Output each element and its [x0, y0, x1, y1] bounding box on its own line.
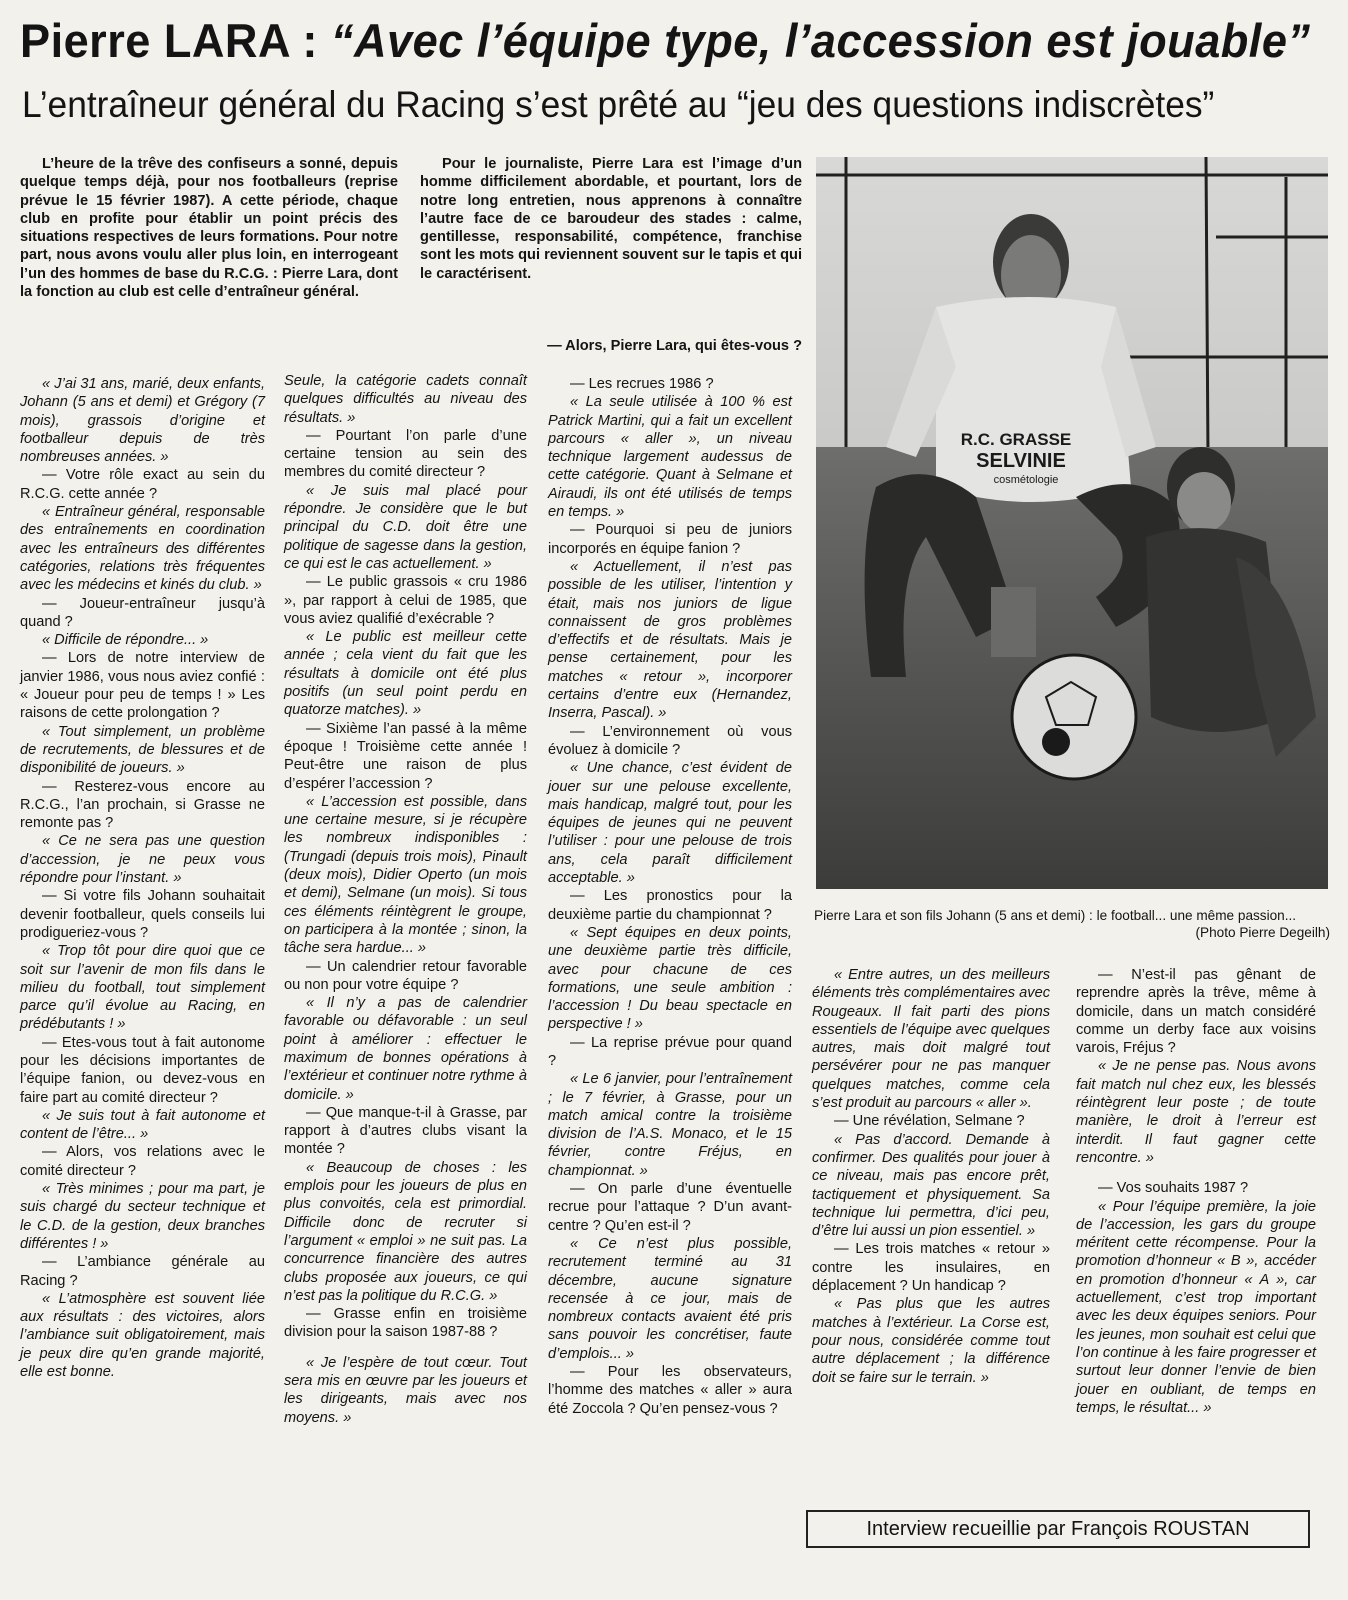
answer-paragraph: « Difficile de répondre... »: [42, 632, 209, 649]
question-paragraph: — L’environnement où vous évoluez à domicile ?: [548, 723, 792, 758]
question-paragraph: — Pourtant l’on parle d’une certaine tension au sein des membres du comité directeur ?: [284, 427, 527, 481]
answer-paragraph: « Le 6 janvier, pour l’entraînement ; le 7 février, à Grasse, pour un match amical contre la troisième division de l’A.S. Monaco, et le 15 février, contre Fréjus, en championnat. »: [548, 1071, 792, 1179]
question-paragraph: — Etes-vous tout à fait autonome pour les décisions importantes de l’équipe fanion, ou devez-vous en faire part au comité directeur ?: [20, 1034, 265, 1106]
answer-paragraph: « Je ne pense pas. Nous avons fait match nul chez eux, les blessés réintègrent leur poste ; de toute manière, le droit à l’erreur est interdit. Il faut gagner cette rencontre. »: [1076, 1058, 1316, 1166]
answer-paragraph: « L’accession est possible, dans une certaine mesure, si je récupère les nombreux indisponibles : (Trungadi (depuis trois mois), Pinault (deux mois), Didier Operto (un mois et demi), Selmane (un mois). Si tous ces éléments réintègrent le groupe, on participera à la montée ; sinon, la tâche sera hardue... »: [284, 793, 527, 957]
answer-paragraph: « Ce ne sera pas une question d’accession, je ne peux vous répondre pour l’instant. »: [20, 833, 265, 887]
answer-paragraph: « Je suis tout à fait autonome et content de l’être... »: [20, 1107, 265, 1143]
text-column-2: [284, 372, 527, 1427]
answer-paragraph: « L’atmosphère est souvent liée aux résultats : des victoires, alors l’ambiance suit obligatoirement, mais je peux dire qu’en grande majorité, elle est bonne.: [20, 1290, 265, 1381]
answer-paragraph: « Actuellement, il n’est pas possible de les utiliser, l’intention y était, mais nos juniors de ligue connaissent de gros problèmes d’effectifs et de résultats. Mais je pense certainement, pour les matches « retour », incorporer certains d’entre eux (Hernandez, Inserra, Pascal). »: [548, 558, 792, 722]
answer-paragraph: « Trop tôt pour dire quoi que ce soit sur l’avenir de mon fils dans le milieu du football, tout simplement parce qu’il évolue au Racing, en prédébutants ! »: [20, 943, 265, 1033]
subtitle: L’entraîneur général du Racing s’est prêté au “jeu des questions indiscrètes”: [22, 84, 1215, 125]
question-paragraph: — Si votre fils Johann souhaitait devenir footballeur, quels conseils lui prodigueriez-vous ?: [20, 888, 265, 941]
headline: [20, 6, 1311, 76]
answer-paragraph: « Beaucoup de choses : les emplois pour les joueurs de plus en plus convoités, cela est primordial. Difficile donc de recruter si l’argument « emploi » ne suit pas. La concurrence financière des autres clubs proposée aux joueurs, ce qui n’est pas la politique du R.C.G. »: [284, 1159, 527, 1304]
jersey-text-2: SELVINIE: [976, 450, 1066, 472]
answer-paragraph: « Je l’espère de tout cœur. Tout sera mis en œuvre par les joueurs et les dirigeants, mais avec nos moyens. »: [284, 1354, 527, 1426]
question-paragraph: — N’est-il pas gênant de reprendre après la trêve, même à domicile, dans un match considéré comme un derby face aux voisins varois, Fréjus ?: [1076, 967, 1316, 1057]
question-paragraph: — Grasse enfin en troisième division pour la saison 1987-88 ?: [284, 1306, 527, 1341]
question-paragraph: — Les trois matches « retour » contre les insulaires, en déplacement ? Un handicap ?: [812, 1241, 1050, 1295]
answer-paragraph: « Pas plus que les autres matches à l’extérieur. La Corse est, pour nous, considérée comme tout autre déplacement ; la différence doit se faire sur le terrain. »: [812, 1296, 1050, 1386]
question-paragraph: — La reprise prévue pour quand ?: [548, 1034, 792, 1069]
text-column-1: [20, 375, 265, 1381]
question-paragraph: — Lors de notre interview de janvier 1986, vous nous aviez confié : « Joueur pour peu de temps ! » Les raisons de cette prolongation ?: [20, 650, 265, 722]
headline-name: Pierre LARA :: [20, 14, 331, 67]
intro-right: [420, 155, 802, 283]
answer-paragraph: « Je suis mal placé pour répondre. Je considère que le but principal du C.D. doit être une politique de sagesse dans la gestion, ce qui est le cas actuellement. »: [284, 482, 527, 572]
answer-paragraph: « Sept équipes en deux points, une deuxième partie très difficile, avec pour chacune de ces formations, une seule ambition : l’accession ! Du beau spectacle en perspective ! »: [548, 924, 792, 1033]
answer-paragraph: « Il n’y a pas de calendrier favorable ou défavorable : un seul point à améliorer : effectuer le maximum de bonnes opérations à l’extérieur et continuer notre rythme à domicile. »: [284, 995, 527, 1103]
question-paragraph: — Les recrues 1986 ?: [570, 376, 714, 392]
byline-box: [806, 1510, 1310, 1548]
question-paragraph: — Vos souhaits 1987 ?: [1098, 1180, 1249, 1197]
question-paragraph: — Que manque-t-il à Grasse, par rapport à d’autres clubs visant la montée ?: [284, 1104, 527, 1158]
question-paragraph: — Joueur-entraîneur jusqu’à quand ?: [20, 595, 265, 630]
question-paragraph: — L’ambiance générale au Racing ?: [20, 1254, 265, 1289]
byline-text: Interview recueillie par François ROUSTAN: [866, 1518, 1250, 1540]
question-paragraph: — Une révélation, Selmane ?: [834, 1113, 1025, 1130]
question-paragraph: — Sixième l’an passé à la même époque ! Troisième cette année ! Peut-être une raison de plus d’espérer l’accession ?: [284, 720, 527, 792]
answer-paragraph: « Tout simplement, un problème de recrutements, de blessures et de disponibilité de joueurs. »: [20, 723, 265, 777]
answer-paragraph: « J’ai 31 ans, marié, deux enfants, Johann (5 ans et demi) et Grégory (7 mois), grassois d’origine et footballeur depuis de très nombreuses années. »: [20, 376, 265, 466]
question-paragraph: — Resterez-vous encore au R.C.G., l’an prochain, si Grasse ne remonte pas ?: [20, 778, 265, 832]
answer-paragraph: « Le public est meilleur cette année ; cela vient du fait que les résultats à domicile ont été plus positifs (un seul point perdu en quatorze matches). »: [284, 629, 527, 719]
intro-left-paragraph: L’heure de la trêve des confiseurs a sonné, depuis quelque temps déjà, pour nos footballeurs (reprise prévue le 15 février 1987). A cette période, chaque club en profite pour établir un point précis des situations respectives de leurs formations. Pour notre part, nous avons voulu aller plus loin, en interrogeant l’un des hommes de base du R.C.G. : Pierre Lara, dont la fonction au club est celle d’entraîneur général.: [20, 156, 398, 301]
headline-quote: “Avec l’équipe type, l’accession est jouable”: [330, 14, 1311, 67]
question-paragraph: — On parle d’une éventuelle recrue pour l’attaque ? D’un avant-centre ? Qu’en est-il ?: [548, 1181, 792, 1234]
question-paragraph: — Pour les observateurs, l’homme des matches « aller » aura été Zoccola ? Qu’en pensez-vous ?: [548, 1364, 792, 1417]
jersey-text-3: cosmétologie: [993, 474, 1059, 486]
football-icon: [1012, 655, 1136, 779]
question-paragraph: — Un calendrier retour favorable ou non pour votre équipe ?: [284, 958, 527, 993]
answer-paragraph: « Très minimes ; pour ma part, je suis chargé du secteur technique et le C.D. de la gestion, deux branches différentes ! »: [20, 1181, 265, 1252]
answer-paragraph: « Pour l’équipe première, la joie de l’accession, les gars du groupe méritent cette récompense. Pour la promotion d’honneur « B », accéder en promotion d’honneur « A », car actuellement, c’est trop important avec les deux équipes seniors. Pour les jeunes, mon souhait est celui que l’on continue à les faire progresser et surtout leur donner l’envie de bien jouer en oubliant, de temps en temps, le résultat... »: [1076, 1198, 1316, 1416]
intro-right-paragraph: Pour le journaliste, Pierre Lara est l’image d’un homme difficilement abordable, et pourtant, lors de notre long entretien, nous apprenons à connaître l’autre face de ce baroudeur des stades : calme, gentillesse, responsabilité, compétence, franchise sont les mots qui reviennent souvent sur le tapis et qui le caractérisent.: [420, 156, 802, 282]
question-paragraph: — Les pronostics pour la deuxième partie du championnat ?: [548, 888, 792, 923]
question-paragraph: — Votre rôle exact au sein du R.C.G. cette année ?: [20, 467, 265, 502]
photo-coach-and-son: [816, 157, 1328, 889]
intro-question: — Alors, Pierre Lara, qui êtes-vous ?: [547, 338, 802, 354]
intro-left: [20, 155, 398, 301]
answer-paragraph: « Ce n’est plus possible, recrutement terminé au 31 décembre, aucune signature recensée à ce jour, mais de nombreux contacts avaient été pris sans pouvoir les concrétiser, faute d’emplois... »: [548, 1235, 792, 1362]
answer-paragraph: Seule, la catégorie cadets connaît quelques difficultés au niveau des résultats. »: [284, 373, 527, 426]
text-column-5: [1076, 966, 1316, 1417]
photo-credit: (Photo Pierre Degeilh): [1195, 925, 1330, 940]
text-column-3: [548, 375, 792, 1418]
text-column-4: [812, 966, 1050, 1387]
jersey-text-1: R.C. GRASSE: [960, 430, 1072, 449]
photo-caption: [814, 907, 1330, 941]
question-paragraph: — Le public grassois « cru 1986 », par rapport à celui de 1985, que vous aviez qualifié d’exécrable ?: [284, 574, 527, 627]
caption-text: Pierre Lara et son fils Johann (5 ans et demi) : le football... une même passion...: [814, 908, 1297, 923]
answer-paragraph: « La seule utilisée à 100 % est Patrick Martini, qui a fait un excellent parcours « aller », un niveau technique largement audessus de cette catégorie. Quant à Selmane et Airaudi, ils ont été utilisés de temps en temps. »: [548, 394, 792, 521]
answer-paragraph: « Entre autres, un des meilleurs éléments très complémentaires avec Rougeaux. Il fait parti des pions essentiels de l’équipe avec quelques autres, mais doit malgré tout persévérer pour ne pas manquer quelques matches, comme cela s’est produit au parcours « aller ».: [812, 967, 1050, 1112]
answer-paragraph: « Entraîneur général, responsable des entraînements en coordination avec les entraîneurs des différentes catégories, relations très fréquentes avec les médecins et kinés du club. »: [20, 504, 265, 594]
answer-paragraph: « Une chance, c’est évident de jouer sur une pelouse excellente, mais handicap, malgré tout, pour les équipes de jeunes qui ne peuvent l’utiliser : pour une pelouse de trois ans, cela paraît difficilement acceptable. »: [548, 760, 792, 887]
question-paragraph: — Alors, vos relations avec le comité directeur ?: [20, 1144, 265, 1179]
question-paragraph: — Pourquoi si peu de juniors incorporés en équipe fanion ?: [548, 522, 792, 557]
photo-illustration: [816, 157, 1328, 889]
answer-paragraph: « Pas d’accord. Demande à confirmer. Des qualités pour jouer à ce niveau, mais pas encore prêt, tactiquement et physiquement. Sa technique lui permettra, d’ici peu, d’être lui aussi un pion essentiel. »: [812, 1131, 1050, 1240]
